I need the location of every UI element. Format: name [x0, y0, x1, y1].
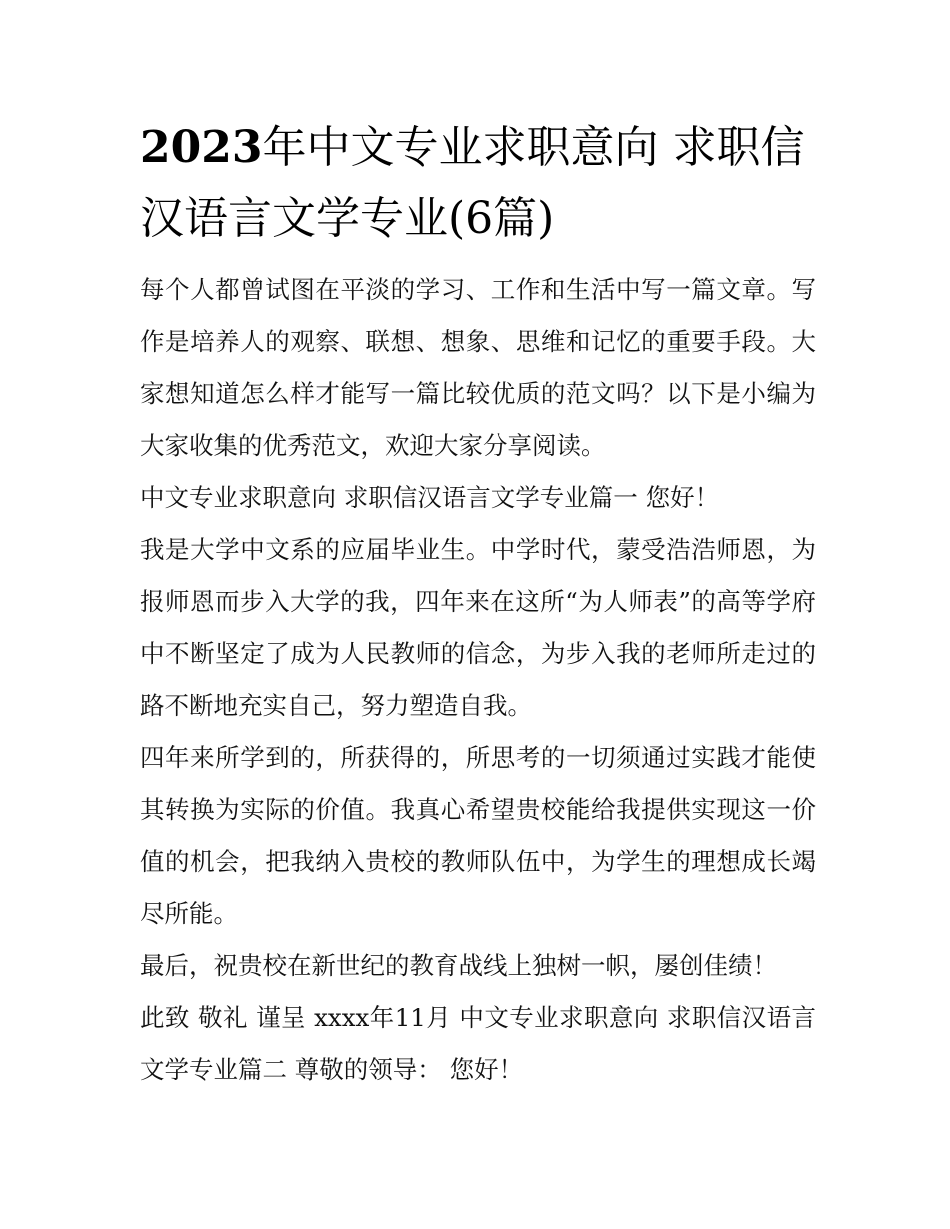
title-text: 年中文专业求职意向 求职信汉语言文学专业(6篇) [140, 122, 805, 244]
intro-paragraph: 每个人都曾试图在平淡的学习、工作和生活中写一篇文章。写作是培养人的观察、联想、想象、思维和记忆的重要手段。大家想知道怎么样才能写一篇比较优质的范文吗？以下是小编为大家收集的优秀范文，欢迎大家分享阅读。 [140, 275, 816, 460]
title-year: 2023 [140, 122, 263, 173]
document-body [140, 112, 816, 1096]
letter-one-paragraph-1: 我是大学中文系的应届毕业生。中学时代，蒙受浩浩师恩，为报师恩而步入大学的我，四年来在这所“为人师表”的高等学府中不断坚定了成为人民教师的信念，为步入我的老师所走过的路不断地充实自己，努力塑造自我。 [140, 535, 816, 720]
letter-one-closing-wish: 最后，祝贵校在新世纪的教育战线上独树一帜，屡创佳绩！ [140, 951, 777, 980]
document-title [140, 112, 816, 254]
letter-one-paragraph-2: 四年来所学到的，所获得的，所思考的一切须通过实践才能使其转换为实际的价值。我真心希望贵校能给我提供实现这一价值的机会，把我纳入贵校的教师队伍中，为学生的理想成长竭尽所能。 [140, 743, 816, 928]
letter-one-signoff: 此致 敬礼 谨呈 xxxx年11月 中文专业求职意向 求职信汉语言文学专业篇二 尊敬的领导： 您好！ [140, 1003, 816, 1084]
letter-one-heading: 中文专业求职意向 求职信汉语言文学专业篇一 您好！ [140, 483, 720, 512]
